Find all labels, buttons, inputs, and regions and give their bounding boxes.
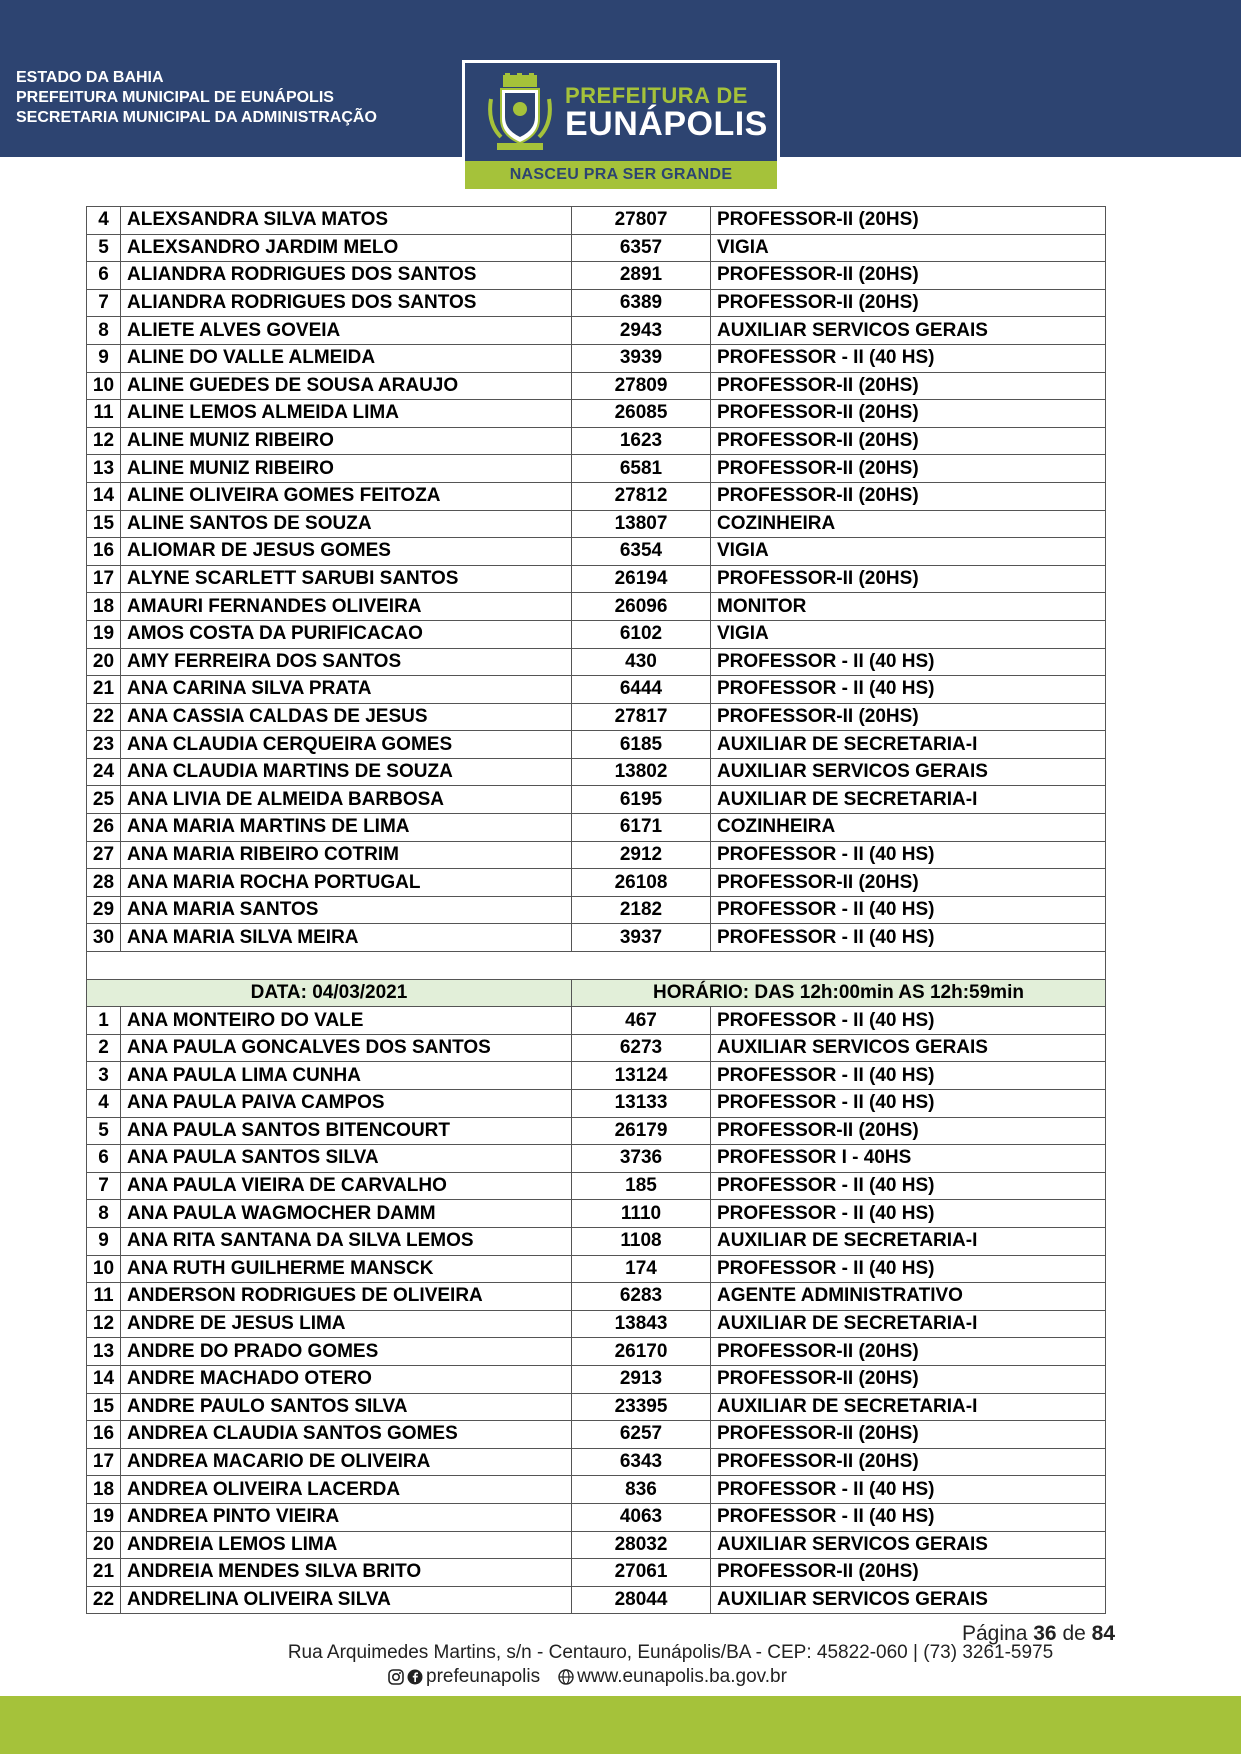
job-title: PROFESSOR - II (40 HS) (711, 1476, 1106, 1504)
row-number: 2 (87, 1034, 121, 1062)
table-row (87, 234, 1106, 262)
job-title: PROFESSOR - II (40 HS) (711, 1200, 1106, 1228)
employee-name: ANA RITA SANTANA DA SILVA LEMOS (121, 1227, 572, 1255)
employee-name: ANA CARINA SILVA PRATA (121, 676, 572, 704)
table-row (87, 924, 1106, 952)
table-row (87, 1227, 1106, 1255)
blank-cell (87, 952, 1106, 980)
job-title: PROFESSOR - II (40 HS) (711, 676, 1106, 704)
job-title: PROFESSOR - II (40 HS) (711, 1172, 1106, 1200)
table-row (87, 1034, 1106, 1062)
table-row (87, 1338, 1106, 1366)
table-row (87, 538, 1106, 566)
employee-name: ALEXSANDRA SILVA MATOS (121, 207, 572, 235)
row-number: 28 (87, 869, 121, 897)
employee-name: ANA MONTEIRO DO VALE (121, 1007, 572, 1035)
header-secretariat: SECRETARIA MUNICIPAL DA ADMINISTRAÇÃO (16, 109, 377, 126)
row-number: 10 (87, 1255, 121, 1283)
table-row (87, 814, 1106, 842)
row-number: 3 (87, 1062, 121, 1090)
registration-number: 13124 (572, 1062, 711, 1090)
employee-name: ANDRE DO PRADO GOMES (121, 1338, 572, 1366)
table-row (87, 1255, 1106, 1283)
table-row (87, 896, 1106, 924)
job-title: PROFESSOR-II (20HS) (711, 455, 1106, 483)
table-separator (87, 952, 1106, 1007)
registration-number: 23395 (572, 1393, 711, 1421)
job-title: PROFESSOR-II (20HS) (711, 427, 1106, 455)
row-number: 14 (87, 482, 121, 510)
row-number: 20 (87, 648, 121, 676)
row-number: 15 (87, 1393, 121, 1421)
registration-number: 28044 (572, 1586, 711, 1614)
job-title: AUXILIAR SERVICOS GERAIS (711, 317, 1106, 345)
employee-name: ANDREA CLAUDIA SANTOS GOMES (121, 1421, 572, 1449)
row-number: 30 (87, 924, 121, 952)
prefecture-logo (462, 60, 780, 192)
job-title: PROFESSOR - II (40 HS) (711, 924, 1106, 952)
table-row (87, 1531, 1106, 1559)
registration-number: 26085 (572, 400, 711, 428)
employee-name: ANDREA OLIVEIRA LACERDA (121, 1476, 572, 1504)
table-block-2 (87, 1007, 1106, 1614)
employee-name: ANA CASSIA CALDAS DE JESUS (121, 703, 572, 731)
table-row (87, 1559, 1106, 1587)
employee-name: ANA MARIA SILVA MEIRA (121, 924, 572, 952)
registration-number: 27807 (572, 207, 711, 235)
table-row (87, 1448, 1106, 1476)
registration-number: 6357 (572, 234, 711, 262)
page-current: 36 (1033, 1622, 1057, 1645)
employee-name: ANA PAULA SANTOS SILVA (121, 1145, 572, 1173)
row-number: 10 (87, 372, 121, 400)
job-title: AUXILIAR SERVICOS GERAIS (711, 1531, 1106, 1559)
employee-name: ANA CLAUDIA MARTINS DE SOUZA (121, 758, 572, 786)
registration-number: 6283 (572, 1283, 711, 1311)
page-of: de (1062, 1622, 1086, 1645)
job-title: PROFESSOR-II (20HS) (711, 1338, 1106, 1366)
registration-number: 27809 (572, 372, 711, 400)
registration-number: 2943 (572, 317, 711, 345)
registration-number: 27817 (572, 703, 711, 731)
job-title: AUXILIAR DE SECRETARIA-I (711, 1393, 1106, 1421)
table-row (87, 317, 1106, 345)
registration-number: 26170 (572, 1338, 711, 1366)
job-title: AUXILIAR DE SECRETARIA-I (711, 731, 1106, 759)
registration-number: 6343 (572, 1448, 711, 1476)
job-title: AUXILIAR DE SECRETARIA-I (711, 1227, 1106, 1255)
table-row (87, 262, 1106, 290)
job-title: PROFESSOR-II (20HS) (711, 565, 1106, 593)
job-title: PROFESSOR-II (20HS) (711, 1559, 1106, 1587)
job-title: PROFESSOR - II (40 HS) (711, 841, 1106, 869)
header-prefecture: PREFEITURA MUNICIPAL DE EUNÁPOLIS (16, 89, 334, 106)
job-title: PROFESSOR - II (40 HS) (711, 1503, 1106, 1531)
registration-number: 6389 (572, 289, 711, 317)
row-number: 12 (87, 427, 121, 455)
job-title: AUXILIAR SERVICOS GERAIS (711, 1586, 1106, 1614)
registration-number: 430 (572, 648, 711, 676)
job-title: PROFESSOR-II (20HS) (711, 482, 1106, 510)
table-row (87, 1283, 1106, 1311)
table-row (87, 344, 1106, 372)
employee-name: ANA PAULA LIMA CUNHA (121, 1062, 572, 1090)
employee-name: ANA CLAUDIA CERQUEIRA GOMES (121, 731, 572, 759)
row-number: 18 (87, 1476, 121, 1504)
table-row (87, 1476, 1106, 1504)
row-number: 9 (87, 1227, 121, 1255)
row-number: 21 (87, 676, 121, 704)
registration-number: 3939 (572, 344, 711, 372)
table-row (87, 1145, 1106, 1173)
employee-name: ANDREIA MENDES SILVA BRITO (121, 1559, 572, 1587)
job-title: AGENTE ADMINISTRATIVO (711, 1283, 1106, 1311)
registration-number: 1110 (572, 1200, 711, 1228)
section-date: DATA: 04/03/2021 (87, 979, 572, 1007)
row-number: 25 (87, 786, 121, 814)
job-title: PROFESSOR-II (20HS) (711, 400, 1106, 428)
employee-name: ALIANDRA RODRIGUES DOS SANTOS (121, 289, 572, 317)
footer-bar (0, 1696, 1241, 1754)
row-number: 29 (87, 896, 121, 924)
registration-number: 6444 (572, 676, 711, 704)
job-title: PROFESSOR-II (20HS) (711, 262, 1106, 290)
job-title: PROFESSOR - II (40 HS) (711, 1090, 1106, 1118)
employee-name: ANDRE DE JESUS LIMA (121, 1310, 572, 1338)
row-number: 24 (87, 758, 121, 786)
row-number: 7 (87, 1172, 121, 1200)
employee-name: AMY FERREIRA DOS SANTOS (121, 648, 572, 676)
registration-number: 185 (572, 1172, 711, 1200)
row-number: 6 (87, 1145, 121, 1173)
employee-name: ANA MARIA SANTOS (121, 896, 572, 924)
job-title: PROFESSOR-II (20HS) (711, 1117, 1106, 1145)
table-row (87, 207, 1106, 235)
footer-social (388, 1666, 787, 1688)
job-title: PROFESSOR-II (20HS) (711, 703, 1106, 731)
registration-number: 2912 (572, 841, 711, 869)
registration-number: 26194 (572, 565, 711, 593)
employee-name: ANDERSON RODRIGUES DE OLIVEIRA (121, 1283, 572, 1311)
row-number: 18 (87, 593, 121, 621)
registration-number: 13802 (572, 758, 711, 786)
job-title: VIGIA (711, 538, 1106, 566)
footer-address: Rua Arquimedes Martins, s/n - Centauro, Eunápolis/BA - CEP: 45822-060 | (73) 3261-5975 (287, 1642, 1054, 1663)
row-number: 9 (87, 344, 121, 372)
facebook-icon (407, 1669, 423, 1685)
section-time: HORÁRIO: DAS 12h:00min AS 12h:59min (572, 979, 1106, 1007)
employee-name: ALINE GUEDES DE SOUSA ARAUJO (121, 372, 572, 400)
job-title: PROFESSOR-II (20HS) (711, 1448, 1106, 1476)
job-title: PROFESSOR - II (40 HS) (711, 1007, 1106, 1035)
header-state: ESTADO DA BAHIA (16, 69, 164, 86)
registration-number: 26108 (572, 869, 711, 897)
employee-name: AMOS COSTA DA PURIFICACAO (121, 620, 572, 648)
job-title: PROFESSOR - II (40 HS) (711, 896, 1106, 924)
employee-name: ALINE LEMOS ALMEIDA LIMA (121, 400, 572, 428)
row-number: 8 (87, 317, 121, 345)
registration-number: 1108 (572, 1227, 711, 1255)
table-row (87, 1090, 1106, 1118)
row-number: 14 (87, 1365, 121, 1393)
instagram-icon (388, 1669, 404, 1685)
page-prefix: Página (962, 1622, 1028, 1645)
job-title: PROFESSOR-II (20HS) (711, 1421, 1106, 1449)
employee-name: ANA PAULA WAGMOCHER DAMM (121, 1200, 572, 1228)
employee-table (86, 206, 1106, 1614)
employee-name: ALIANDRA RODRIGUES DOS SANTOS (121, 262, 572, 290)
table-row (87, 1586, 1106, 1614)
row-number: 6 (87, 262, 121, 290)
table-row (87, 427, 1106, 455)
employee-name: ANDREIA LEMOS LIMA (121, 1531, 572, 1559)
table-row (87, 1310, 1106, 1338)
employee-name: ANA MARIA ROCHA PORTUGAL (121, 869, 572, 897)
employee-name: ANA PAULA VIEIRA DE CARVALHO (121, 1172, 572, 1200)
table-row (87, 1007, 1106, 1035)
table-row (87, 593, 1106, 621)
table-row (87, 565, 1106, 593)
row-number: 19 (87, 1503, 121, 1531)
row-number: 23 (87, 731, 121, 759)
social-handle[interactable]: prefeunapolis (426, 1666, 541, 1687)
employee-name: ALINE MUNIZ RIBEIRO (121, 427, 572, 455)
table-row (87, 1393, 1106, 1421)
registration-number: 4063 (572, 1503, 711, 1531)
registration-number: 1623 (572, 427, 711, 455)
row-number: 5 (87, 1117, 121, 1145)
registration-number: 2913 (572, 1365, 711, 1393)
table-row (87, 1172, 1106, 1200)
header-text (16, 68, 377, 128)
row-number: 8 (87, 1200, 121, 1228)
registration-number: 6354 (572, 538, 711, 566)
website-link[interactable]: www.eunapolis.ba.gov.br (577, 1666, 787, 1687)
table-row (87, 455, 1106, 483)
job-title: AUXILIAR DE SECRETARIA-I (711, 786, 1106, 814)
registration-number: 13843 (572, 1310, 711, 1338)
schedule-table (86, 206, 1106, 1614)
row-number: 11 (87, 400, 121, 428)
job-title: VIGIA (711, 234, 1106, 262)
employee-name: ALINE DO VALLE ALMEIDA (121, 344, 572, 372)
registration-number: 27061 (572, 1559, 711, 1587)
job-title: AUXILIAR SERVICOS GERAIS (711, 1034, 1106, 1062)
table-row (87, 1365, 1106, 1393)
registration-number: 6257 (572, 1421, 711, 1449)
logo-title: EUNÁPOLIS (565, 105, 768, 143)
table-block-1 (87, 207, 1106, 952)
row-number: 22 (87, 703, 121, 731)
table-row (87, 400, 1106, 428)
employee-name: AMAURI FERNANDES OLIVEIRA (121, 593, 572, 621)
employee-name: ANA LIVIA DE ALMEIDA BARBOSA (121, 786, 572, 814)
registration-number: 467 (572, 1007, 711, 1035)
table-row (87, 482, 1106, 510)
registration-number: 13807 (572, 510, 711, 538)
job-title: VIGIA (711, 620, 1106, 648)
row-number: 4 (87, 1090, 121, 1118)
logo-subtitle: PREFEITURA DE (565, 83, 748, 108)
row-number: 7 (87, 289, 121, 317)
job-title: PROFESSOR-II (20HS) (711, 1365, 1106, 1393)
employee-name: ALIETE ALVES GOVEIA (121, 317, 572, 345)
job-title: AUXILIAR SERVICOS GERAIS (711, 758, 1106, 786)
row-number: 19 (87, 620, 121, 648)
registration-number: 3736 (572, 1145, 711, 1173)
table-row (87, 786, 1106, 814)
table-row (87, 676, 1106, 704)
row-number: 17 (87, 1448, 121, 1476)
registration-number: 28032 (572, 1531, 711, 1559)
logo-slogan: NASCEU PRA SER GRANDE (465, 161, 777, 189)
job-title: PROFESSOR I - 40HS (711, 1145, 1106, 1173)
registration-number: 174 (572, 1255, 711, 1283)
employee-name: ALINE MUNIZ RIBEIRO (121, 455, 572, 483)
employee-name: ANA PAULA SANTOS BITENCOURT (121, 1117, 572, 1145)
table-row (87, 1503, 1106, 1531)
job-title: PROFESSOR - II (40 HS) (711, 648, 1106, 676)
globe-icon (558, 1669, 574, 1685)
employee-name: ALYNE SCARLETT SARUBI SANTOS (121, 565, 572, 593)
registration-number: 26179 (572, 1117, 711, 1145)
job-title: MONITOR (711, 593, 1106, 621)
employee-name: ANDRE MACHADO OTERO (121, 1365, 572, 1393)
registration-number: 2182 (572, 896, 711, 924)
job-title: PROFESSOR-II (20HS) (711, 289, 1106, 317)
table-row (87, 648, 1106, 676)
table-row (87, 1062, 1106, 1090)
employee-name: ALINE OLIVEIRA GOMES FEITOZA (121, 482, 572, 510)
row-number: 11 (87, 1283, 121, 1311)
registration-number: 27812 (572, 482, 711, 510)
job-title: PROFESSOR-II (20HS) (711, 869, 1106, 897)
section-header-row (87, 979, 1106, 1007)
table-row (87, 1421, 1106, 1449)
row-number: 4 (87, 207, 121, 235)
job-title: COZINHEIRA (711, 814, 1106, 842)
job-title: PROFESSOR - II (40 HS) (711, 344, 1106, 372)
row-number: 16 (87, 538, 121, 566)
table-row (87, 841, 1106, 869)
row-number: 22 (87, 1586, 121, 1614)
registration-number: 6195 (572, 786, 711, 814)
page-total: 84 (1091, 1622, 1115, 1645)
registration-number: 6102 (572, 620, 711, 648)
employee-name: ANDRE PAULO SANTOS SILVA (121, 1393, 572, 1421)
row-number: 5 (87, 234, 121, 262)
row-number: 26 (87, 814, 121, 842)
job-title: PROFESSOR - II (40 HS) (711, 1255, 1106, 1283)
blank-row (87, 952, 1106, 980)
table-row (87, 620, 1106, 648)
row-number: 21 (87, 1559, 121, 1587)
table-row (87, 372, 1106, 400)
table-row (87, 731, 1106, 759)
registration-number: 6185 (572, 731, 711, 759)
registration-number: 2891 (572, 262, 711, 290)
job-title: PROFESSOR - II (40 HS) (711, 1062, 1106, 1090)
employee-name: ANA PAULA GONCALVES DOS SANTOS (121, 1034, 572, 1062)
employee-name: ANA RUTH GUILHERME MANSCK (121, 1255, 572, 1283)
coat-of-arms-icon (487, 73, 553, 153)
job-title: AUXILIAR DE SECRETARIA-I (711, 1310, 1106, 1338)
table-row (87, 1200, 1106, 1228)
employee-name: ANDRELINA OLIVEIRA SILVA (121, 1586, 572, 1614)
registration-number: 6581 (572, 455, 711, 483)
job-title: PROFESSOR-II (20HS) (711, 372, 1106, 400)
employee-name: ANDREA MACARIO DE OLIVEIRA (121, 1448, 572, 1476)
table-row (87, 758, 1106, 786)
row-number: 16 (87, 1421, 121, 1449)
employee-name: ANA MARIA MARTINS DE LIMA (121, 814, 572, 842)
row-number: 27 (87, 841, 121, 869)
registration-number: 13133 (572, 1090, 711, 1118)
row-number: 15 (87, 510, 121, 538)
employee-name: ALINE SANTOS DE SOUZA (121, 510, 572, 538)
registration-number: 3937 (572, 924, 711, 952)
job-title: PROFESSOR-II (20HS) (711, 207, 1106, 235)
row-number: 12 (87, 1310, 121, 1338)
registration-number: 6273 (572, 1034, 711, 1062)
employee-name: ALEXSANDRO JARDIM MELO (121, 234, 572, 262)
registration-number: 6171 (572, 814, 711, 842)
job-title: COZINHEIRA (711, 510, 1106, 538)
table-row (87, 510, 1106, 538)
table-row (87, 869, 1106, 897)
row-number: 17 (87, 565, 121, 593)
table-row (87, 1117, 1106, 1145)
employee-name: ANA MARIA RIBEIRO COTRIM (121, 841, 572, 869)
table-row (87, 703, 1106, 731)
row-number: 20 (87, 1531, 121, 1559)
table-row (87, 289, 1106, 317)
row-number: 13 (87, 455, 121, 483)
registration-number: 836 (572, 1476, 711, 1504)
row-number: 1 (87, 1007, 121, 1035)
employee-name: ANA PAULA PAIVA CAMPOS (121, 1090, 572, 1118)
employee-name: ALIOMAR DE JESUS GOMES (121, 538, 572, 566)
registration-number: 26096 (572, 593, 711, 621)
row-number: 13 (87, 1338, 121, 1366)
employee-name: ANDREA PINTO VIEIRA (121, 1503, 572, 1531)
